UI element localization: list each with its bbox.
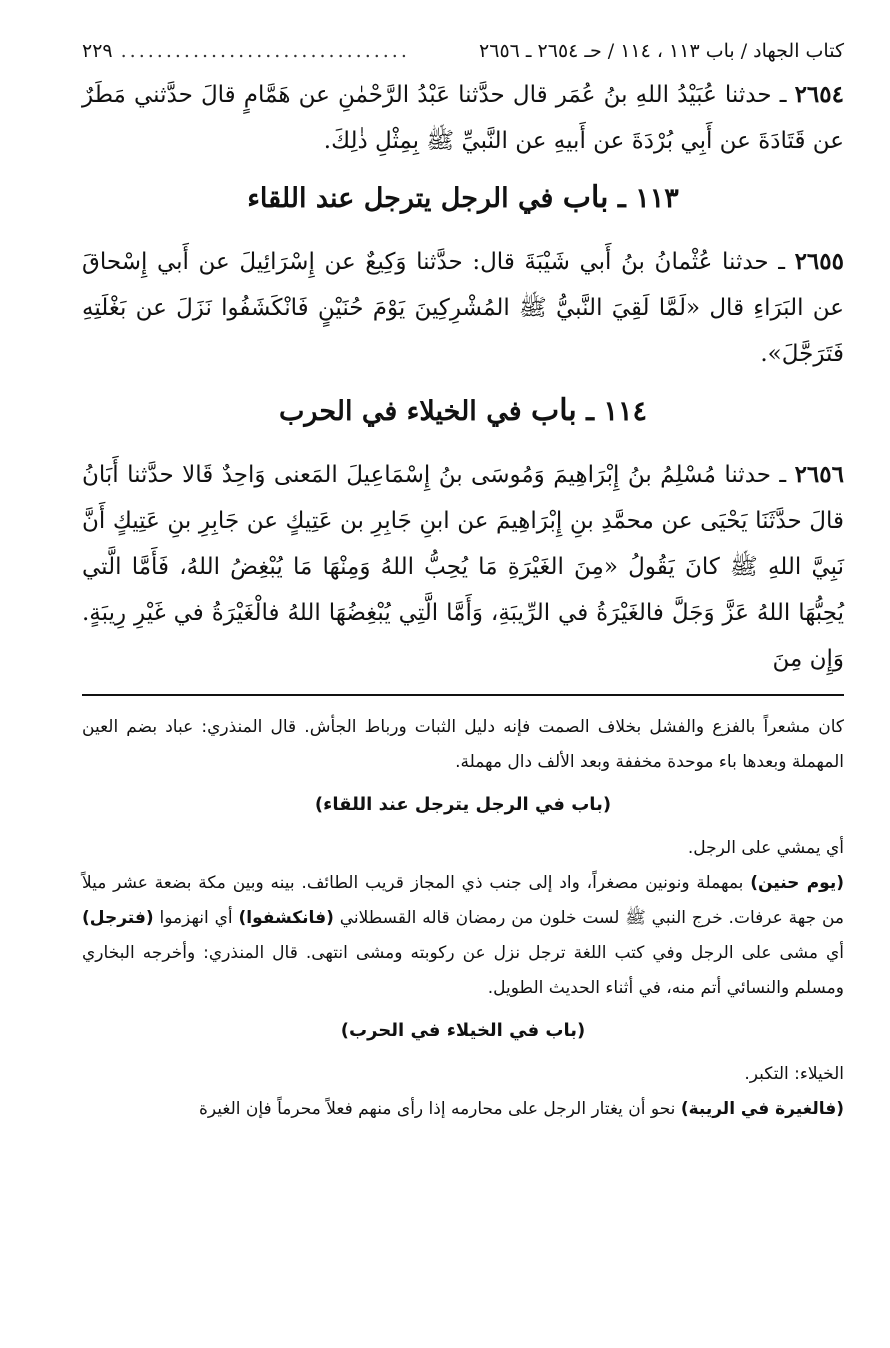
- leader-dots: ................................: [120, 40, 410, 62]
- hadith-number: ٢٦٥٥: [794, 248, 844, 275]
- chapter-bab: باب: [562, 180, 609, 215]
- commentary-heading: (باب في الرجل يترجل عند اللقاء): [314, 794, 612, 815]
- running-head: [82, 40, 844, 62]
- commentary-text: بمهملة ونونين مصغراً، واد إلى جنب ذي المجاز قريب الطائف. بينه وبين مكة بضعة عشر ميلاً من جهة عرفات. خرج النبي ﷺ لست خلون من رمضان قاله القسطلاني: [82, 873, 844, 928]
- commentary-paragraph: [82, 1092, 844, 1127]
- chapter-title: في الرجل يترجل عند اللقاء: [247, 183, 563, 214]
- page-number-group: [82, 40, 410, 62]
- commentary-text: أي انهزموا: [153, 908, 239, 928]
- commentary: [82, 710, 844, 1127]
- commentary-paragraph: الخيلاء: التكبر.: [744, 1064, 844, 1084]
- commentary-text: أي مشى على الرجل وفي كتب اللغة ترجل نزل عن ركوبته ومشى انتهى. قال المنذري: وأخرجه البخاري ومسلم والنسائي أتم منه، في أثناء الحديث الطويل.: [82, 943, 844, 998]
- commentary-text: نحو أن يغتار الرجل على محارمه إذا رأى منهم فعلاً محرماً فإن الغيرة: [198, 1099, 681, 1119]
- commentary-paragraph: [82, 866, 844, 1006]
- hadith-number: ٢٦٥٤: [794, 81, 844, 108]
- footnote-divider: [82, 694, 844, 696]
- commentary-term: (فانكشفوا): [238, 908, 334, 928]
- commentary-term: (فالغيرة في الريبة): [680, 1099, 844, 1119]
- hadith-2655: [82, 239, 844, 377]
- hadith-number: ٢٦٥٦: [794, 461, 844, 488]
- hadith-2654: [82, 72, 844, 164]
- commentary-paragraph: أي يمشي على الرجل.: [687, 838, 844, 858]
- commentary-term: (يوم حنين): [750, 873, 844, 893]
- running-title: كتاب الجهاد / باب ١١٣ ، ١١٤ / حـ ٢٦٥٤ ـ ٢٦٥٦: [479, 40, 844, 62]
- chapter-heading-114: [82, 389, 844, 434]
- hadith-2656: [82, 452, 844, 682]
- page-number: ٢٢٩: [82, 40, 113, 62]
- chapter-title: في الخيلاء في الحرب: [279, 396, 532, 427]
- chapter-number: ١١٤ ـ: [576, 396, 647, 427]
- hadith-text: ـ حدثنا مُسْلِمُ بنُ إِبْرَاهِيمَ وَمُوسَى بنُ إِسْمَاعِيلَ المَعنى وَاحِدٌ قَالا حدَّثنا أَبَانُ قالَ حدَّثَنَا يَحْيَى عن محمَّدِ بنِ إِبْرَاهِيمَ عن ابنِ جَابِرِ بن عَتِيكٍ عن جَابِرِ بنِ عَتِيكٍ أَنَّ نَبِيَّ اللهِ ﷺ كانَ يَقُولُ «مِنَ الغَيْرَةِ مَا يُحِبُّ اللهُ وَمِنْهَا مَا يُبْغِضُ اللهُ، فَأَمَّا الَّتي يُحِبُّهَا اللهُ عَزَّ وَجَلَّ فالغَيْرَةُ في الرِّيبَةِ، وَأَمَّا الَّتِي يُبْغِضُهَا اللهُ فالْغَيْرَةُ في غَيْرِ رِيبَةٍ. وَإِن مِنَ: [82, 462, 844, 672]
- chapter-number: ١١٣ ـ: [608, 183, 679, 214]
- commentary-paragraph: كان مشعراً بالفزع والفشل بخلاف الصمت فإنه دليل الثبات ورباط الجأش. قال المنذري: عباد بضم العين المهملة وبعدها باء موحدة مخففة وبعد الألف دال مهملة.: [82, 717, 844, 772]
- hadith-text: ـ حدثنا عُبَيْدُ اللهِ بنُ عُمَر قال حدَّثنا عَبْدُ الرَّحْمٰنِ عن هَمَّامٍ قالَ حدَّثني مَطَرٌ عن قَتَادَةَ عن أَبِي بُرْدَةَ عن أَبيهِ عن النَّبيِّ ﷺ بِمِثْلِ ذٰلِكَ.: [82, 82, 844, 154]
- chapter-bab: باب: [531, 393, 577, 428]
- commentary-term: (فترجل): [82, 908, 154, 928]
- commentary-heading: (باب في الخيلاء في الحرب): [340, 1020, 586, 1041]
- hadith-text: ـ حدثنا عُثْمانُ بنُ أَبي شَيْبَةَ قال: حدَّثنا وَكِيعٌ عن إِسْرَائِيلَ عن أَبي إِسْحاقَ عن البَرَاءِ قال «لَمَّا لَقِيَ النَّبيُّ ﷺ المُشْرِكِينَ يَوْمَ حُنَيْنٍ فَانْكَشَفُوا نَزَلَ عن بَغْلَتِهِ فَتَرَجَّلَ».: [82, 249, 844, 367]
- chapter-heading-113: [82, 176, 844, 221]
